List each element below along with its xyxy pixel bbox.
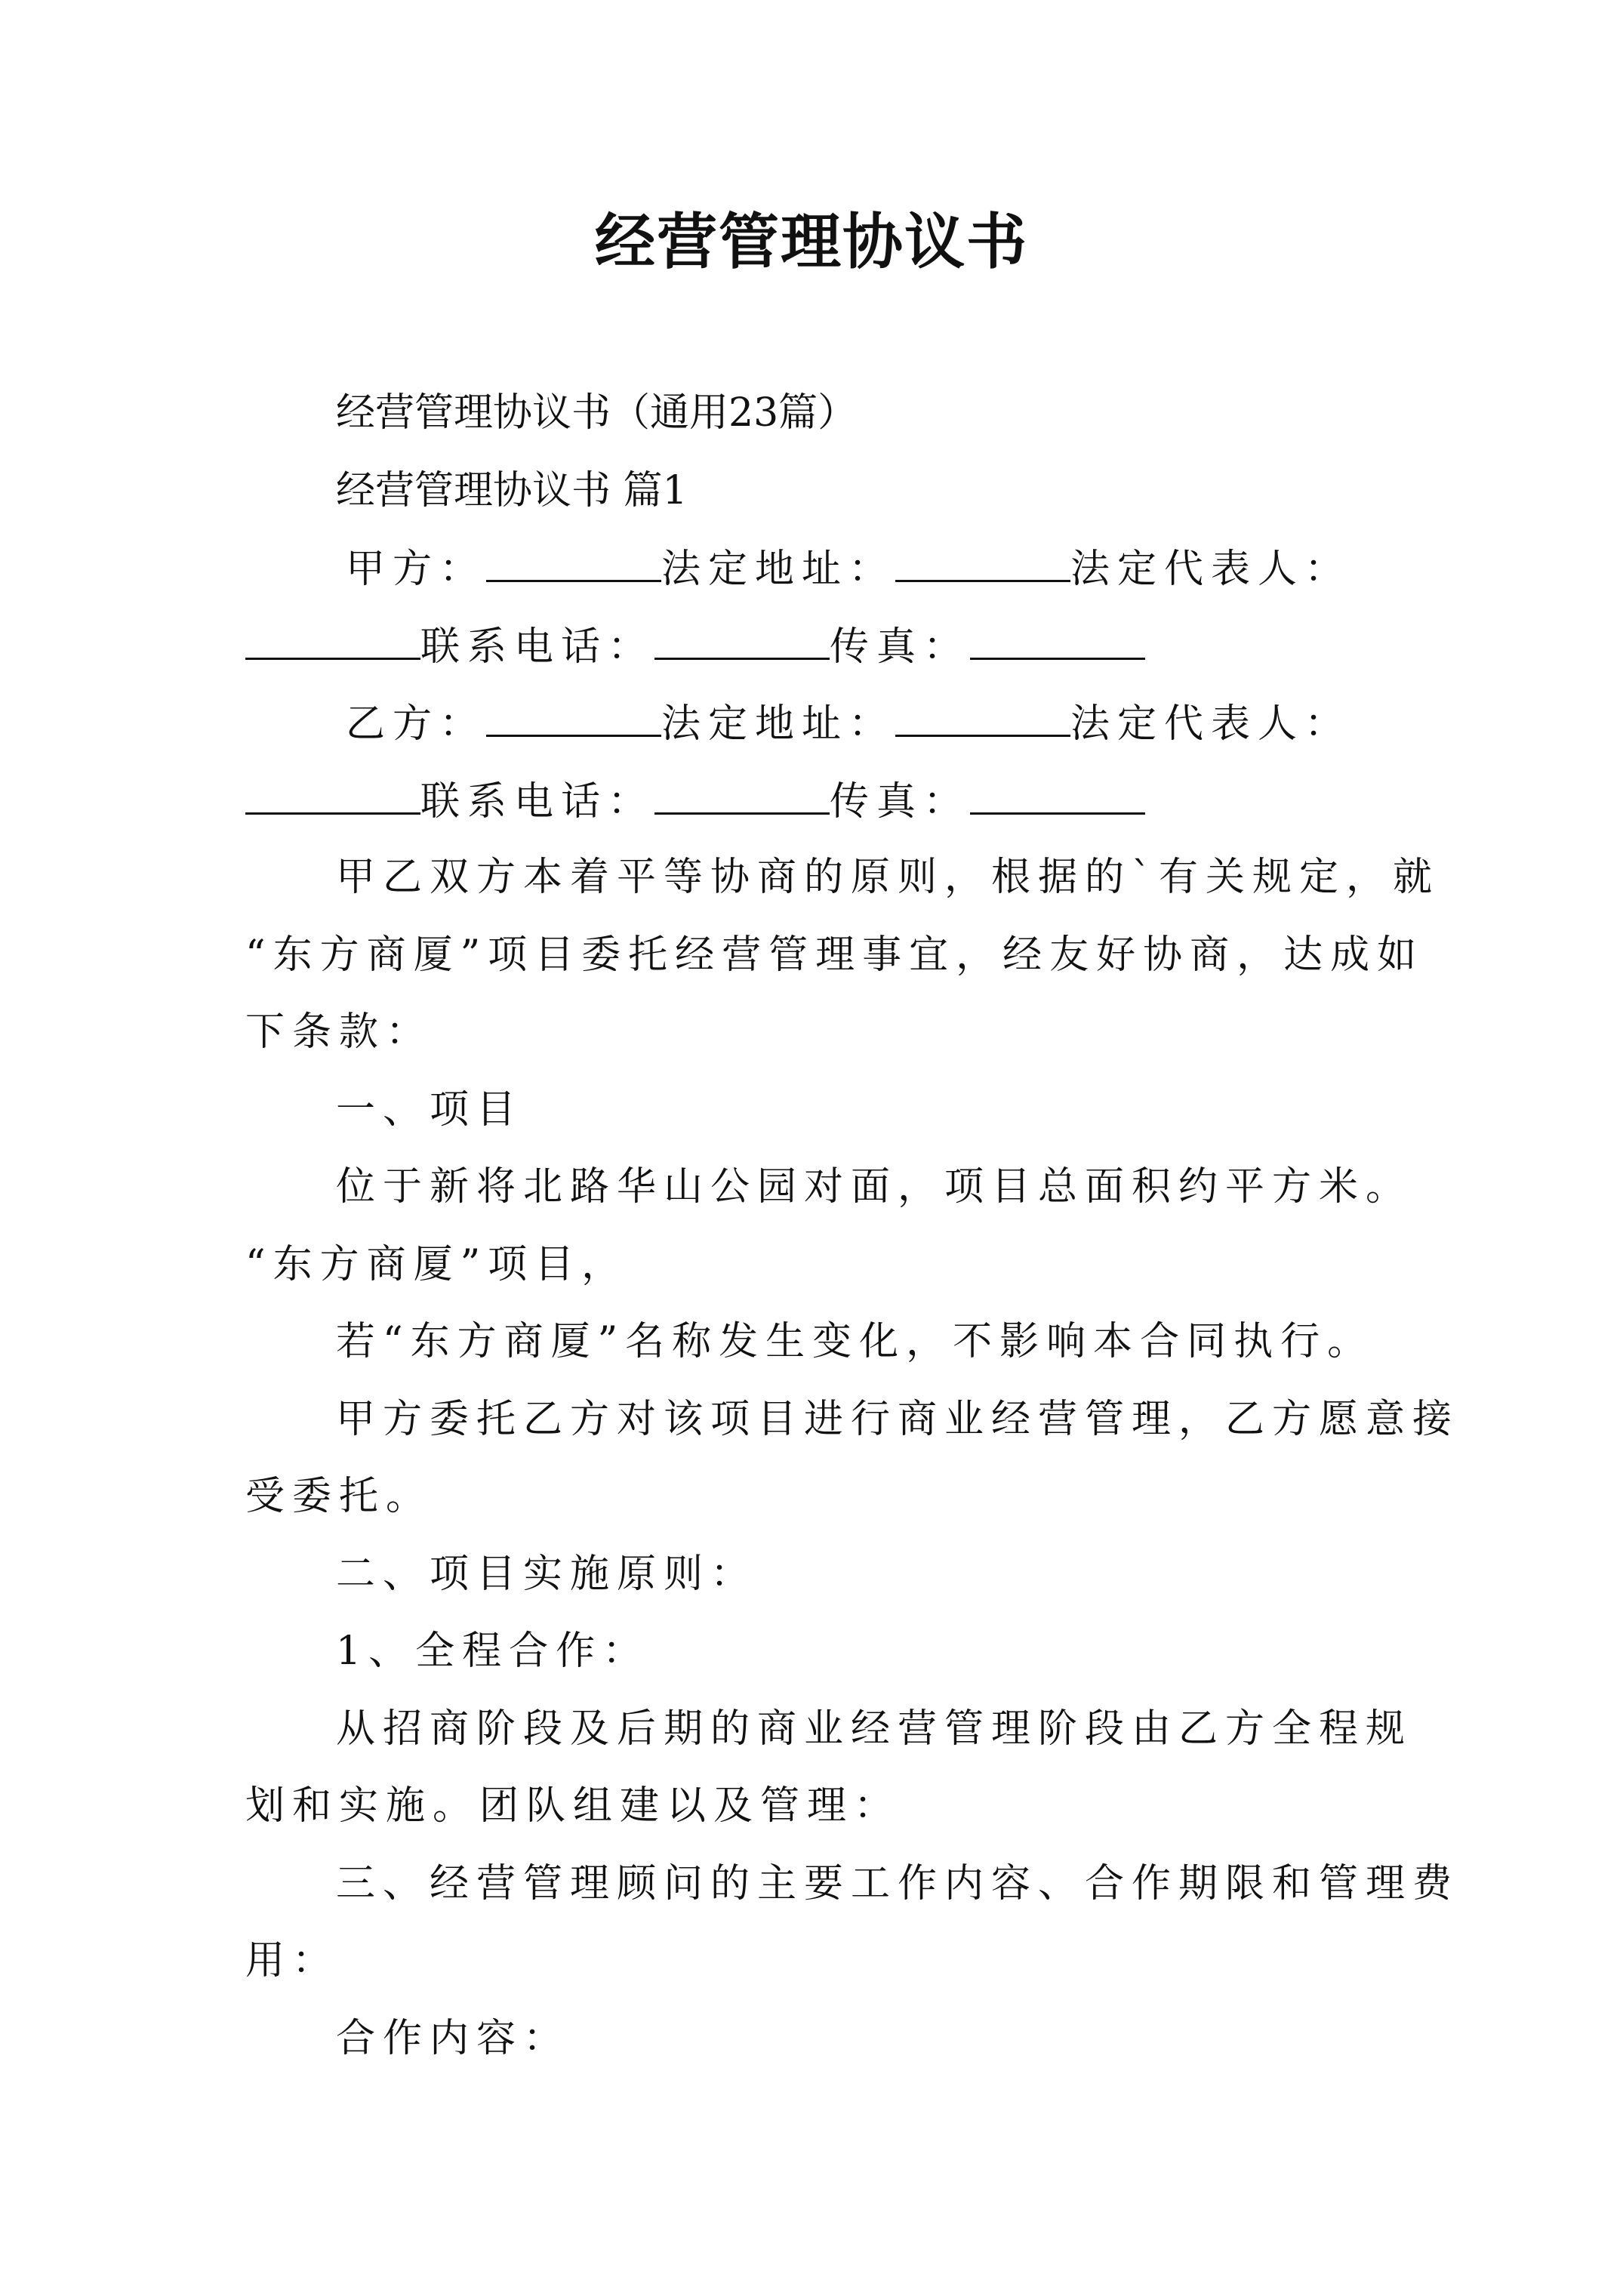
- party-b-line-2: [245, 776, 1145, 826]
- heading-2: 二、项目实施原则：: [336, 1552, 758, 1597]
- paragraph-5-line-2: 划和实施。团队组建以及管理：: [245, 1783, 901, 1829]
- paragraph-4-line-2: 受委托。: [245, 1474, 433, 1519]
- party-a-rep-label: 法定代表人：: [1070, 547, 1352, 592]
- party-a-phone-label: 联系电话：: [420, 624, 655, 670]
- heading-3-line-2: 用：: [245, 1938, 340, 1983]
- heading-3-line-1: 三、经营管理顾问的主要工作内容、合作期限和管理费: [336, 1861, 1460, 1906]
- heading-3-1: 合作内容：: [336, 2016, 571, 2061]
- heading-2-1: 1、全程合作：: [336, 1629, 650, 1674]
- document-subtitle: 经营管理协议书（通用23篇）: [336, 390, 858, 436]
- party-a-address-blank: [895, 544, 1070, 582]
- party-a-label: 甲方：: [346, 547, 487, 592]
- party-a-rep-blank: [245, 621, 420, 660]
- paragraph-3: 若“东方商厦”名称发生变化，不影响本合同执行。: [336, 1319, 1375, 1364]
- party-b-address-label: 法定地址：: [661, 701, 896, 747]
- page-title: 经营管理协议书: [595, 206, 1028, 277]
- party-b-phone-blank: [654, 776, 830, 815]
- party-a-phone-blank: [654, 621, 830, 660]
- paragraph-2-line-2: “东方商厦”项目，: [245, 1242, 629, 1287]
- party-a-name-blank: [486, 544, 661, 582]
- party-b-rep-label: 法定代表人：: [1070, 701, 1352, 747]
- party-b-rep-blank: [245, 776, 420, 815]
- paragraph-1-line-2: “东方商厦”项目委托经营管理事宜，经友好协商，达成如: [245, 932, 1424, 978]
- party-b-line-1: [346, 698, 1351, 748]
- paragraph-1-line-1: 甲乙双方本着平等协商的原则，根据的`有关规定，就: [336, 855, 1440, 900]
- paragraph-5-line-1: 从招商阶段及后期的商业经营管理阶段由乙方全程规: [336, 1706, 1413, 1752]
- party-a-fax-blank: [970, 621, 1145, 660]
- heading-1: 一、项目: [336, 1087, 524, 1133]
- party-b-label: 乙方：: [346, 701, 487, 747]
- section-heading: 经营管理协议书 篇1: [336, 468, 688, 513]
- paragraph-2-line-1: 位于新将北路华山公园对面，项目总面积约平方米。: [336, 1164, 1413, 1210]
- paragraph-4-line-1: 甲方委托乙方对该项目进行商业经营管理，乙方愿意接: [336, 1397, 1460, 1442]
- party-a-address-label: 法定地址：: [661, 547, 896, 592]
- party-b-address-blank: [895, 698, 1070, 737]
- party-b-fax-label: 传真：: [830, 779, 971, 824]
- party-a-line-1: [346, 544, 1351, 593]
- party-a-fax-label: 传真：: [830, 624, 971, 670]
- party-b-fax-blank: [970, 776, 1145, 815]
- party-b-phone-label: 联系电话：: [420, 779, 655, 824]
- paragraph-1-line-3: 下条款：: [245, 1009, 433, 1055]
- party-a-line-2: [245, 621, 1145, 671]
- party-b-name-blank: [486, 698, 661, 737]
